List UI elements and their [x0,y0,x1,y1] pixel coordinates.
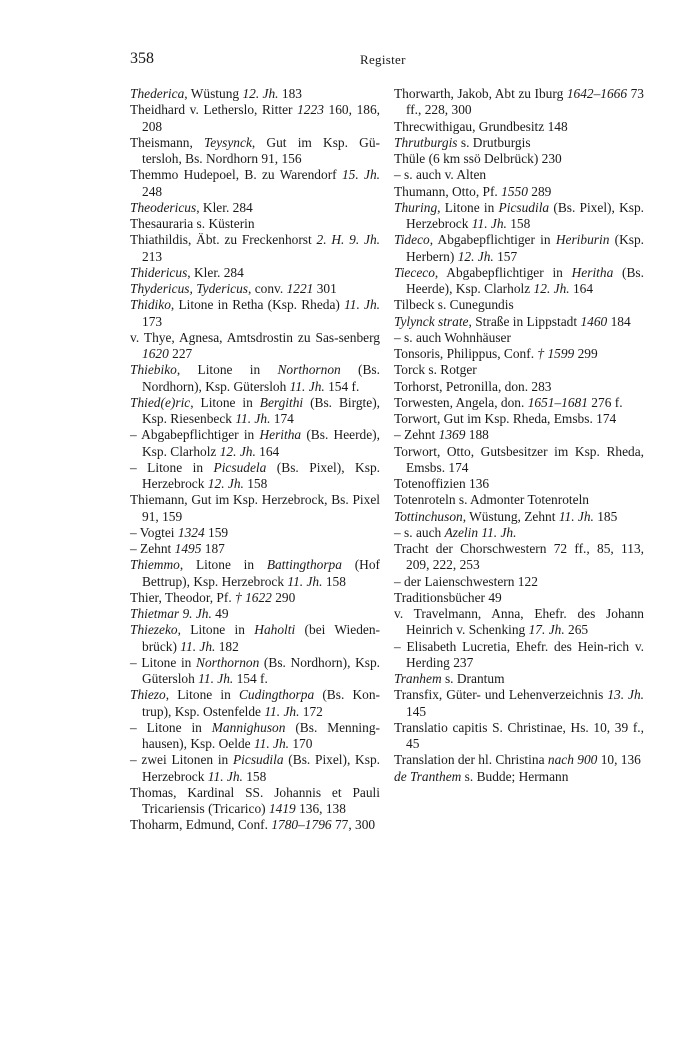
entry-text: Thier, Theodor, Pf. [130,589,236,605]
entry-italic-text: Tranhem [394,671,442,686]
entry-text: 158 [506,216,531,231]
index-entry [130,525,380,541]
index-entry [394,411,644,427]
entry-italic-text: 12. Jh. [242,86,279,101]
entry-text: 158 [322,573,346,589]
entry-italic-text: 1369 [438,427,466,443]
entry-text: 170 [289,736,313,751]
index-entry [130,102,380,135]
entry-text: 187 [201,541,225,556]
entry-italic-text: Heritha [259,427,302,443]
entry-italic-text: Bergithi [259,394,304,410]
entry-text: 136, 138 [295,801,346,816]
entry-italic-text: 11. Jh. [471,216,507,231]
entry-italic-text: Northornon [196,654,260,670]
entry-text: , Gut im Ksp. Gü-tersloh, Bs. Nordhorn 91, 156 [142,134,380,166]
entry-text: , Litone in Retha (Ksp. Rheda) [170,297,345,313]
entry-italic-text: 17. Jh. [528,622,565,638]
entry-italic-text: Thydericus, Tydericus [130,281,249,296]
entry-text: 188 [465,427,489,443]
entry-text: 77, 300 [331,817,376,833]
entry-text: s. Drutburgis [457,134,531,150]
index-entry [130,200,380,216]
entry-italic-text: Thiezo [130,687,166,703]
entry-italic-text: Tylynck strate [394,313,469,329]
entry-text: Thesauraria s. Küsterin [130,216,255,231]
entry-text: – Abgabepflichtiger in [130,427,260,443]
entry-text: – s. auch Wohnhäuser [394,329,511,345]
entry-italic-text: 1550 [501,183,528,199]
index-entry [130,86,380,102]
index-entry [130,785,380,818]
index-entry [130,541,380,557]
entry-italic-text: 11. Jh. [198,671,234,686]
index-entry [130,492,380,525]
entry-italic-text: 2. H. 9. Jh. [316,232,380,248]
entry-text: , Abgabepflichtiger in [434,264,572,280]
entry-text: Translatio capitis S. Christinae, Hs. 10, 39 f., 45 [394,719,644,751]
entry-italic-text: Mannighuson [211,719,286,735]
index-entry [394,769,644,785]
index-entry [394,639,644,672]
index-entry [394,606,644,639]
entry-text: 154 f. [324,378,360,394]
entry-italic-text: 15. Jh. [341,167,380,183]
index-entry [394,444,644,477]
entry-text: , Litone in [437,199,499,215]
index-entry [394,379,644,395]
index-entry [130,216,380,232]
entry-italic-text: Thiebiko [130,362,177,378]
entry-text: 174 [270,411,294,426]
index-entry [130,752,380,785]
entry-text: Totenoffizien 136 [394,476,490,491]
entry-text: s. Budde; Hermann [461,768,569,784]
entry-text: Torwort, Gut im Ksp. Rheda, Emsbs. 174 [394,411,617,426]
entry-italic-text: 11. Jh. [253,736,290,751]
entry-italic-text: 1221 [286,281,314,296]
entry-italic-text: nach 900 [547,752,598,768]
index-entry [394,135,644,151]
entry-italic-text: de Tranthem [394,768,462,784]
index-entry [394,574,644,590]
entry-text: Theismann, [130,134,205,150]
entry-italic-text: 1223 [297,102,324,118]
entry-text: , Kler. 284 [196,199,253,215]
index-entry [394,200,644,233]
index-entry [394,525,644,541]
index-entry [394,671,644,687]
entry-italic-text: 11. Jh. [344,297,380,313]
index-entry [394,232,644,265]
entry-text: – der Laienschwestern 122 [394,573,538,589]
index-entry [394,590,644,606]
entry-text: Threcwithigau, Grundbesitz 148 [394,118,568,134]
entry-italic-text: 11. Jh. [180,638,216,654]
entry-text: 159 [204,524,229,540]
entry-text: 276 f. [587,394,623,410]
entry-italic-text: Thidiko [130,297,171,313]
entry-text: , Abgabepflichtiger in [429,232,556,248]
entry-italic-text: Picsudila [498,199,550,215]
entry-text: , Litone in [176,362,278,378]
entry-text: , conv. [248,281,287,296]
entry-italic-text: Thuring [394,199,438,215]
entry-text: – Litone in [130,654,197,670]
index-entry [130,720,380,753]
entry-text: (Bs. Nordhorn), Ksp. Gütersloh [142,654,380,686]
entry-text: Themmo Hudepoel, B. zu Warendorf [130,167,342,183]
index-entry [394,395,644,411]
index-entry [130,167,380,200]
entry-text: – Zehnt [394,427,439,443]
entry-text: 185 [593,508,618,524]
entry-text: , Straße in Lippstadt [468,313,581,329]
entry-text: 73 ff., 228, 300 [406,86,644,118]
index-entry [394,314,644,330]
entry-italic-text: 1460 [580,313,608,329]
index-entry [394,265,644,298]
entry-italic-text: Thrutburgis [394,134,458,150]
entry-italic-text: Thederica [130,86,185,101]
entry-text: 290 [271,589,296,605]
entry-text: (Ksp. Herbern) [406,232,645,264]
index-entry [394,119,644,135]
entry-text: Torhorst, Petronilla, don. 283 [394,378,552,394]
entry-text: 299 [574,346,598,361]
index-entry [130,817,380,833]
entry-italic-text: Battingthorpa [266,557,342,573]
entry-text: Totenroteln s. Admonter Totenroteln [394,492,589,508]
entry-text: Thomas, Kardinal SS. Johannis et Pauli Tricariensis (Tricarico) [130,784,380,816]
entry-italic-text: Heritha [571,264,614,280]
entry-text: Torwesten, Angela, don. [394,394,528,410]
index-entry [394,492,644,508]
entry-text: s. Drantum [441,671,505,686]
entry-text: , Litone in [190,394,260,410]
entry-text: 164 [255,443,280,459]
entry-text: Transfix, Güter- und Lehenverzeichnis [394,687,608,703]
entry-text: 301 [313,281,337,296]
index-entry [394,297,644,313]
entry-text: , Kler. 284 [187,264,244,280]
index-entry [130,265,380,281]
entry-text: , Litone in [179,557,267,573]
entry-italic-text: 11. Jh. [289,378,325,394]
index-entry [394,720,644,753]
entry-italic-text: 13. Jh. [607,687,645,703]
entry-text: Tonsoris, Philippus, Conf. [394,346,538,361]
entry-italic-text: 1780–1796 [271,817,332,833]
entry-text: Traditionsbücher 49 [394,589,502,605]
entry-text: 183 [278,86,302,101]
index-entry [130,395,380,428]
entry-text: (Bs. Heerde), Ksp. Clarholz [142,427,380,459]
entry-italic-text: Thied(e)ric [130,394,191,410]
entry-text: 289 [527,183,552,199]
entry-italic-text: Cudingthorpa [239,687,315,703]
index-entry [394,752,644,768]
running-head: Register [360,52,406,67]
index-entry [130,655,380,688]
entry-text: Thiemann, Gut im Ksp. Herzebrock, Bs. Pixel 91, 159 [130,492,380,524]
index-entry [394,86,644,119]
entry-text: , Litone in [165,687,239,703]
entry-text: Translation der hl. Christina [394,752,548,768]
entry-text: – s. auch [394,524,445,540]
index-entry [130,135,380,168]
entry-text: (bei Wieden-brück) [142,622,380,654]
entry-text: Thumann, Otto, Pf. [394,183,502,199]
entry-text: 213 [142,248,163,264]
index-entry [130,557,380,590]
entry-italic-text: Tiececo [394,264,435,280]
entry-italic-text: Haholti [254,622,296,638]
entry-italic-text: 1419 [268,801,296,816]
index-entry [394,330,644,346]
index-entry [394,346,644,362]
entry-text: 248 [142,183,163,199]
entry-italic-text: Tottinchuson [394,508,463,524]
entry-text: , Wüstung [184,86,243,101]
entry-italic-text: Thietmar 9. Jh. [130,606,212,621]
index-entry [130,281,380,297]
entry-text: (Bs. Pixel), Ksp. Herzebrock [142,459,380,491]
index-entry [130,330,380,363]
entry-text: 265 [564,622,589,638]
entry-italic-text: 11. Jh. [207,768,243,784]
index-entry [394,167,644,183]
entry-text: 49 [211,606,229,621]
entry-italic-text: 1651–1681 [527,394,588,410]
entry-text: (Bs. Kon-trup), Ksp. Ostenfelde [142,687,380,719]
entry-text: (Bs. Birgte), Ksp. Riesenbeck [142,394,380,426]
entry-text: 158 [243,476,268,491]
entry-text: – Litone in [130,459,214,475]
entry-text: (Bs. Heerde), Ksp. Clarholz [406,264,644,296]
entry-text: 10, 136 [597,752,641,768]
entry-text: (Hof Bettrup), Ksp. Herzebrock [142,557,380,589]
entry-italic-text: 12. Jh. [219,443,256,459]
index-entry [394,687,644,720]
entry-italic-text: Heriburin [555,232,610,248]
index-entry [130,232,380,265]
entry-italic-text: Picsudela [213,459,267,475]
entry-italic-text: 12. Jh. [207,476,244,491]
index-entry [394,362,644,378]
index-entry [130,622,380,655]
entry-italic-text: 12. Jh. [457,248,494,264]
entry-italic-text: Northornon [277,362,341,378]
index-entry [130,460,380,493]
entry-text: Theidhard v. Letherslo, Ritter [130,102,298,118]
page-number: 358 [130,50,154,67]
entry-italic-text: Thidericus [130,264,188,280]
entry-text: , Wüstung, Zehnt [462,508,559,524]
entry-text: (Bs. Pixel), Ksp. Herzebrock [142,752,380,784]
entry-text: Thorwarth, Jakob, Abt zu Iburg [394,86,567,101]
entry-text: 184 [607,313,631,329]
entry-italic-text: Tideco [394,232,430,248]
entry-text: 145 [406,703,427,719]
entry-text: 158 [242,768,267,784]
index-entry [394,427,644,443]
index-entry [130,606,380,622]
entry-italic-text: 1495 [174,541,202,556]
entry-text: v. Thye, Agnesa, Amtsdrostin zu Sas-senberg [130,329,380,345]
entry-text: Thoharm, Edmund, Conf. [130,817,272,833]
entry-italic-text: Azelin 11. Jh. [444,524,517,540]
entry-text: – Vogtei [130,524,178,540]
entry-italic-text: 11. Jh. [264,703,300,719]
entry-text: – Zehnt [130,541,175,556]
entry-text: – Litone in [130,719,212,735]
index-column-left [130,86,380,834]
entry-text: 160, 186, 208 [142,102,380,134]
entry-text: 227 [168,346,193,361]
index-entry [394,509,644,525]
entry-italic-text: 1642–1666 [566,86,628,101]
entry-text: v. Travelmann, Anna, Ehefr. des Johann Heinrich v. Schenking [394,606,644,638]
entry-text: 164 [569,281,594,296]
entry-text: Tilbeck s. Cunegundis [394,297,514,313]
entry-text: (Bs. Pixel), Ksp. Herzebrock [406,199,644,231]
entry-italic-text: Thiezeko [130,622,178,638]
entry-text: 157 [493,248,518,264]
entry-italic-text: † 1622 [235,589,272,605]
index-entry [394,184,644,200]
entry-text: (Bs. Menning-hausen), Ksp. Oelde [142,719,380,751]
entry-italic-text: Thiemmo [130,557,180,573]
entry-italic-text: 11. Jh. [558,508,594,524]
entry-italic-text: Theodericus [130,199,197,215]
entry-text: Tracht der Chorschwestern 72 ff., 85, 113, 209, 222, 253 [394,541,644,573]
index-entry [394,151,644,167]
index-entry [130,590,380,606]
index-entry [394,541,644,574]
entry-italic-text: Teysynck [204,134,252,150]
entry-italic-text: 12. Jh. [533,281,570,296]
index-entry [130,362,380,395]
entry-text: – s. auch v. Alten [394,167,487,183]
entry-text: 173 [142,313,163,329]
entry-italic-text: 1324 [177,524,205,540]
entry-text: – Elisabeth Lucretia, Ehefr. des Hein-rich v. Herding 237 [394,638,644,670]
entry-text: Torwort, Otto, Gutsbesitzer im Ksp. Rheda, Emsbs. 174 [394,443,644,475]
index-entry [130,427,380,460]
entry-text: , Litone in [177,622,255,638]
entry-italic-text: Picsudila [232,752,284,768]
entry-text: (Bs. Nordhorn), Ksp. Gütersloh [142,362,380,394]
entry-text: 172 [299,703,323,719]
entry-text: Torck s. Rotger [394,362,477,378]
index-entry [394,476,644,492]
entry-italic-text: 11. Jh. [287,573,323,589]
index-entry [130,297,380,330]
entry-italic-text: 11. Jh. [235,411,271,426]
entry-text: – zwei Litonen in [130,752,233,768]
index-entry [130,687,380,720]
entry-italic-text: † 1599 [537,346,575,361]
entry-text: 154 f. [233,671,268,686]
entry-text: Thüle (6 km ssö Delbrück) 230 [394,151,562,166]
entry-italic-text: 1620 [142,346,169,361]
entry-text: 182 [215,638,239,654]
index-column-right [394,86,644,785]
entry-text: Thiathildis, Äbt. zu Freckenhorst [130,232,317,248]
